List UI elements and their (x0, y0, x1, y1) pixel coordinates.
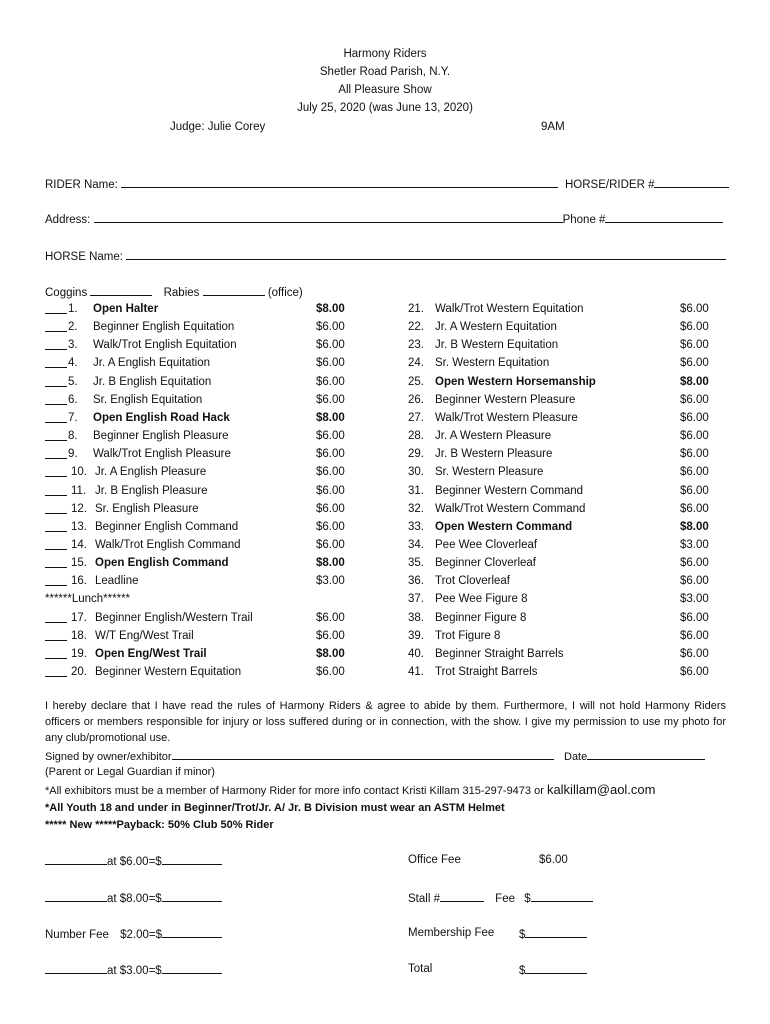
class-name: Leadline (95, 575, 139, 588)
class-name: Beginner Cloverleaf (435, 557, 537, 570)
right-class-row (0, 647, 770, 665)
class-fee: $6.00 (316, 375, 345, 388)
class-name: Beginner Western Command (435, 484, 584, 497)
signed-label: Signed by owner/exhibitor (45, 751, 172, 763)
class-name: Pee Wee Cloverleaf (435, 538, 538, 551)
class-number: 21. (408, 303, 424, 315)
class-fee: $6.00 (680, 611, 709, 624)
class-fee: $6.00 (316, 538, 345, 551)
count-at-6-line[interactable] (45, 853, 107, 865)
right-class-row (0, 574, 770, 592)
class-fee: $6.00 (680, 321, 709, 334)
total-line[interactable] (525, 962, 587, 974)
stall-number-line[interactable] (440, 890, 484, 902)
phone-line[interactable] (605, 211, 723, 223)
stall-row[interactable] (408, 890, 593, 906)
right-class-row (0, 302, 770, 320)
class-fee: $6.00 (316, 430, 345, 443)
location: Shetler Road Parish, N.Y. (319, 66, 451, 78)
number-fee-amount-label: $2.00=$ (120, 929, 163, 941)
class-name: Open Eng/West Trail (95, 647, 207, 660)
right-class-row (0, 520, 770, 538)
class-number: 18. (71, 629, 87, 642)
amount-at-8-line[interactable] (162, 890, 222, 902)
date-label: Date (564, 751, 588, 763)
office-label: (office) (267, 287, 303, 299)
class-name: Jr. B English Pleasure (95, 484, 208, 497)
class-fee: $6.00 (680, 430, 709, 443)
right-class-row (0, 356, 770, 374)
class-number: 9. (68, 448, 78, 461)
org-name: Harmony Riders (343, 48, 427, 60)
horse-rider-number-field[interactable] (565, 176, 729, 192)
class-number: 3. (68, 339, 78, 352)
class-name: Walk/Trot English Pleasure (93, 448, 231, 461)
count-at-8-line[interactable] (45, 890, 107, 902)
class-name: Open English Command (95, 557, 229, 570)
signature-line[interactable] (172, 748, 554, 760)
class-number: 25. (408, 375, 424, 388)
count-at-3-line[interactable] (45, 962, 107, 974)
class-number: 15. (71, 557, 87, 570)
class-number: 17. (71, 611, 87, 624)
address-label: Address: (45, 214, 91, 226)
stall-fee-label: Fee (495, 893, 515, 905)
stall-fee-line[interactable] (531, 890, 593, 902)
class-name: Jr. A English Equitation (93, 357, 210, 370)
total-label: Total (408, 963, 433, 975)
class-name: Trot Cloverleaf (435, 575, 510, 588)
horse-name-line[interactable] (126, 248, 726, 260)
class-fee: $6.00 (680, 357, 709, 370)
class-number: 30. (408, 466, 424, 479)
number-fee-row[interactable] (45, 926, 222, 942)
rider-name-field[interactable] (45, 176, 558, 192)
class-number: 7. (68, 411, 78, 424)
class-name: Beginner English Command (95, 520, 239, 533)
class-name: Jr. B Western Pleasure (435, 448, 553, 461)
class-name: Jr. B Western Equitation (435, 339, 559, 352)
signature-field[interactable] (45, 748, 554, 764)
class-fee: $6.00 (680, 484, 709, 497)
class-fee: $6.00 (680, 411, 709, 424)
class-number: 12. (71, 502, 87, 515)
right-class-row (0, 393, 770, 411)
right-class-row (0, 611, 770, 629)
member-note: *All exhibitors must be a member of Harmony Rider for more info contact Kristi Killam 315-297-9473 or (45, 785, 544, 797)
class-name: Sr. Western Pleasure (435, 466, 544, 479)
class-fee: $3.00 (680, 538, 709, 551)
number-fee-line[interactable] (162, 926, 222, 938)
class-fee: $3.00 (680, 593, 709, 606)
class-name: Pee Wee Figure 8 (435, 593, 528, 606)
class-name: Beginner Straight Barrels (435, 647, 564, 660)
class-fee: $6.00 (316, 393, 345, 406)
class-fee: $6.00 (680, 502, 709, 515)
class-fee: $6.00 (316, 611, 345, 624)
class-number: 11. (71, 484, 87, 497)
show-date: July 25, 2020 (was June 13, 2020) (297, 102, 473, 114)
class-fee: $6.00 (316, 339, 345, 352)
total-dollar: $ (519, 965, 526, 977)
class-fee: $6.00 (316, 629, 345, 642)
class-number: 35. (408, 557, 424, 570)
class-fee: $6.00 (680, 339, 709, 352)
right-class-row (0, 320, 770, 338)
class-number: 26. (408, 393, 424, 406)
class-name: Open English Road Hack (93, 411, 230, 424)
right-class-row (0, 538, 770, 556)
class-name: Trot Figure 8 (435, 629, 501, 642)
rider-name-label: RIDER Name: (45, 179, 118, 191)
class-number: 40. (408, 647, 424, 660)
class-name: Beginner Western Equitation (95, 666, 242, 678)
class-fee: $6.00 (680, 303, 709, 315)
class-name: Walk/Trot English Command (95, 538, 241, 551)
right-class-row (0, 665, 770, 683)
stall-dollar: $ (524, 893, 531, 905)
class-name: W/T Eng/West Trail (95, 629, 194, 642)
class-number: 24. (408, 357, 424, 370)
right-class-row (0, 411, 770, 429)
class-name: Beginner English Equitation (93, 321, 235, 334)
class-fee: $6.00 (680, 557, 709, 570)
judge: Judge: Julie Corey (170, 121, 266, 133)
helmet-note: *All Youth 18 and under in Beginner/Trot/Jr. A/ Jr. B Division must wear an ASTM Helmet (45, 802, 505, 814)
membership-fee-amount[interactable] (519, 926, 587, 942)
class-number: 34. (408, 538, 424, 551)
class-name: Beginner Western Pleasure (435, 393, 576, 406)
right-class-row (0, 592, 770, 610)
right-class-row (0, 629, 770, 647)
class-name: Jr. A Western Equitation (435, 321, 557, 334)
horse-name-label: HORSE Name: (45, 251, 123, 263)
class-number: 27. (408, 411, 424, 424)
class-fee: $8.00 (316, 557, 345, 570)
address-field[interactable] (45, 211, 723, 227)
coggins-label: Coggins (45, 287, 88, 299)
class-number: 20. (71, 666, 87, 678)
amount-at-3-line[interactable] (162, 962, 222, 974)
class-name: Jr. B English Equitation (93, 375, 212, 388)
right-class-row (0, 556, 770, 574)
class-number: 2. (68, 321, 78, 334)
membership-fee-line[interactable] (525, 926, 587, 938)
horse-rider-number-label: HORSE/RIDER # (565, 179, 655, 191)
class-fee: $8.00 (316, 411, 345, 424)
member-note-row (45, 783, 656, 798)
date-field[interactable] (564, 748, 705, 764)
class-fee: $6.00 (316, 666, 345, 678)
class-fee: $6.00 (680, 393, 709, 406)
class-fee: $6.00 (316, 484, 345, 497)
class-number: 28. (408, 430, 424, 443)
rabies-line[interactable] (203, 284, 265, 296)
coggins-rabies-row (45, 284, 303, 300)
total-amount[interactable] (519, 962, 587, 978)
class-name: Trot Straight Barrels (435, 666, 538, 678)
class-name: Sr. Western Equitation (435, 357, 550, 370)
payback-note: ***** New *****Payback: 50% Club 50% Rider (45, 819, 274, 831)
class-name: Beginner Figure 8 (435, 611, 527, 624)
rabies-label: Rabies (163, 287, 200, 299)
address-line[interactable] (94, 211, 563, 223)
right-class-row (0, 375, 770, 393)
class-fee: $6.00 (316, 448, 345, 461)
class-name: Walk/Trot English Equitation (93, 339, 237, 352)
class-number: 36. (408, 575, 424, 588)
office-fee-amount: $6.00 (539, 854, 568, 866)
membership-dollar: $ (519, 929, 526, 941)
class-fee: $6.00 (680, 466, 709, 479)
class-name: Open Western Command (435, 520, 573, 533)
membership-fee-label: Membership Fee (408, 927, 495, 939)
class-number: 16. (71, 575, 87, 588)
class-number: 37. (408, 593, 424, 606)
fee-at-3-row[interactable] (45, 962, 222, 978)
class-fee: $8.00 (316, 647, 345, 660)
horse-name-field[interactable] (45, 248, 726, 264)
show-title: All Pleasure Show (338, 84, 432, 96)
office-fee-label: Office Fee (408, 854, 461, 866)
class-number: 22. (408, 321, 424, 334)
class-number: 39. (408, 629, 424, 642)
guardian-note: (Parent or Legal Guardian if minor) (45, 766, 215, 778)
class-number: 14. (71, 538, 87, 551)
class-number: 4. (68, 357, 78, 370)
class-name: Open Halter (93, 303, 159, 315)
class-fee: $6.00 (680, 629, 709, 642)
class-fee: $6.00 (680, 647, 709, 660)
class-name: Jr. A Western Pleasure (435, 430, 552, 443)
class-name: Jr. A English Pleasure (95, 466, 207, 479)
class-fee: $6.00 (316, 466, 345, 479)
class-fee: $8.00 (316, 303, 345, 315)
fee-at-3-label: at $3.00=$ (107, 965, 162, 977)
class-fee: $8.00 (680, 375, 709, 388)
class-name: Walk/Trot Western Equitation (435, 303, 584, 315)
class-number: 32. (408, 502, 424, 515)
right-class-row (0, 484, 770, 502)
class-number: 6. (68, 393, 78, 406)
class-number: 29. (408, 448, 424, 461)
class-number: 5. (68, 375, 78, 388)
class-number: 8. (68, 430, 78, 443)
lunch-break: ******Lunch****** (45, 593, 131, 606)
class-number: 38. (408, 611, 424, 624)
right-class-row (0, 465, 770, 483)
class-name: Sr. English Equitation (93, 393, 203, 406)
class-name: Walk/Trot Western Command (435, 502, 586, 515)
right-class-row (0, 502, 770, 520)
class-name: Walk/Trot Western Pleasure (435, 411, 578, 424)
class-fee: $8.00 (680, 520, 709, 533)
declaration-text: I hereby declare that I have read the rules of Harmony Riders & agree to abide by them. Furthermore, I will not hold Harmony Riders officers or members responsible for injury or loss suffered during or in connection, with the show. I give my permission to use my photo for any club/promotional use. (45, 700, 726, 744)
class-fee: $6.00 (316, 502, 345, 515)
class-number: 10. (71, 466, 87, 479)
class-number: 23. (408, 339, 424, 352)
class-number: 13. (71, 520, 87, 533)
class-fee: $6.00 (316, 520, 345, 533)
class-number: 41. (408, 666, 424, 678)
right-class-row (0, 338, 770, 356)
class-fee: $6.00 (680, 666, 709, 678)
fee-at-8-label: at $8.00=$ (107, 893, 162, 905)
number-fee-label: Number Fee (45, 929, 109, 941)
class-number: 1. (68, 303, 78, 315)
date-line[interactable] (587, 748, 705, 760)
class-name: Beginner English/Western Trail (95, 611, 253, 624)
class-number: 31. (408, 484, 424, 497)
horse-rider-number-line[interactable] (654, 176, 729, 188)
contact-email[interactable]: kalkillam@aol.com (546, 782, 656, 797)
fee-at-8-row[interactable] (45, 890, 222, 906)
class-number: 33. (408, 520, 424, 533)
class-name: Open Western Horsemanship (435, 375, 596, 388)
class-fee: $6.00 (680, 575, 709, 588)
coggins-line[interactable] (90, 284, 152, 296)
start-time: 9AM (541, 121, 565, 133)
class-fee: $6.00 (316, 321, 345, 334)
stall-label: Stall # (408, 893, 440, 905)
amount-at-6-line[interactable] (162, 853, 222, 865)
rider-name-line[interactable] (121, 176, 558, 188)
right-class-row (0, 447, 770, 465)
class-fee: $6.00 (316, 357, 345, 370)
right-class-row (0, 429, 770, 447)
class-fee: $6.00 (680, 448, 709, 461)
phone-label: Phone # (562, 214, 606, 226)
fee-at-6-label: at $6.00=$ (107, 856, 162, 868)
class-name: Beginner English Pleasure (93, 430, 229, 443)
class-name: Sr. English Pleasure (95, 502, 199, 515)
fee-at-6-row[interactable] (45, 853, 222, 869)
class-number: 19. (71, 647, 87, 660)
class-fee: $3.00 (316, 575, 345, 588)
